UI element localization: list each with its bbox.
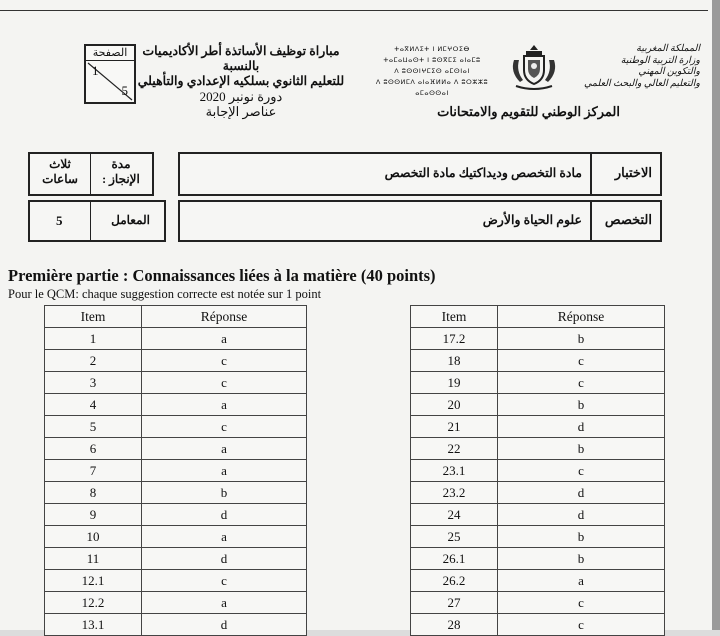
response-cell: b <box>498 438 665 460</box>
tifinagh-block <box>372 44 492 99</box>
response-cell: d <box>498 482 665 504</box>
item-cell: 13.1 <box>45 614 142 636</box>
response-cell: c <box>142 372 307 394</box>
page-label: الصفحة <box>86 46 134 61</box>
test-box <box>178 152 662 196</box>
coefficient-box <box>28 200 166 242</box>
item-cell: 12.1 <box>45 570 142 592</box>
table-row <box>411 438 665 460</box>
tifinagh-line4: ⴷ ⵓⵙⵙⵍⵎⴷ ⴰⵏⴰⴼⵍⵍⴰ ⴷ ⵓⵔⵣⵣⵓ ⴰⵎⴰⵙⵙⴰⵏ <box>375 78 489 97</box>
page-current: 1 <box>92 63 99 78</box>
response-cell: a <box>498 570 665 592</box>
column-header-response: Réponse <box>498 306 665 328</box>
test-value: مادة التخصص وديداكتيك مادة التخصص <box>384 166 582 180</box>
table-row <box>411 394 665 416</box>
duration-box <box>28 152 154 196</box>
table-row <box>45 438 307 460</box>
table-row <box>411 570 665 592</box>
item-cell: 26.2 <box>411 570 498 592</box>
answers-table-left <box>44 305 307 636</box>
table-header-row <box>411 306 665 328</box>
coefficient-value: 5 <box>56 213 63 228</box>
response-cell: b <box>498 328 665 350</box>
answer-elements-label: عناصر الإجابة <box>205 104 277 119</box>
table-row <box>45 548 307 570</box>
item-cell: 26.1 <box>411 548 498 570</box>
table-row <box>411 504 665 526</box>
response-cell: d <box>142 504 307 526</box>
specialty-label: التخصص <box>604 212 652 227</box>
item-cell: 5 <box>45 416 142 438</box>
response-cell: c <box>142 416 307 438</box>
item-cell: 2 <box>45 350 142 372</box>
tifinagh-line1: ⵜⴰⴳⵍⴷⵉⵜ ⵏ ⵍⵎⵖⵔⵉⴱ <box>394 45 470 53</box>
coat-of-arms-icon <box>508 42 560 92</box>
exam-session: دورة نونبر 2020 <box>199 89 283 104</box>
tifinagh-line2: ⵜⴰⵎⴰⵡⴰⵙⵜ ⵏ ⵓⵙⴳⵎⵉ ⴰⵏⴰⵎⵓ <box>383 56 481 64</box>
response-cell: c <box>142 570 307 592</box>
response-cell: d <box>498 504 665 526</box>
ministry-line4: والتعليم العالي والبحث العلمي <box>584 78 700 89</box>
ministry-line2: وزارة التربية الوطنية <box>620 55 700 66</box>
table-row <box>411 350 665 372</box>
table-row <box>45 592 307 614</box>
test-label: الاختبار <box>614 165 652 180</box>
table-row <box>45 526 307 548</box>
item-cell: 10 <box>45 526 142 548</box>
item-cell: 23.1 <box>411 460 498 482</box>
item-cell: 27 <box>411 592 498 614</box>
response-cell: b <box>498 548 665 570</box>
item-cell: 3 <box>45 372 142 394</box>
paper-edge <box>712 0 720 630</box>
response-cell: a <box>142 460 307 482</box>
item-cell: 9 <box>45 504 142 526</box>
response-cell: b <box>498 394 665 416</box>
item-cell: 23.2 <box>411 482 498 504</box>
specialty-box <box>178 200 662 242</box>
part-subtitle: Pour le QCM: chaque suggestion correcte est notée sur 1 point <box>8 287 322 301</box>
response-cell: b <box>142 482 307 504</box>
page-number-box <box>84 44 136 104</box>
table-row <box>45 328 307 350</box>
table-row <box>411 328 665 350</box>
response-cell: c <box>498 614 665 636</box>
ministry-line1: المملكة المغربية <box>636 44 700 54</box>
response-cell: d <box>142 548 307 570</box>
exam-title-block <box>136 44 346 119</box>
item-cell: 22 <box>411 438 498 460</box>
coefficient-label: المعامل <box>111 213 150 227</box>
item-cell: 12.2 <box>45 592 142 614</box>
response-cell: a <box>142 394 307 416</box>
ministry-line3: والتكوين المهني <box>638 67 700 77</box>
table-row <box>411 526 665 548</box>
item-cell: 17.2 <box>411 328 498 350</box>
ministry-block <box>570 44 700 90</box>
response-cell: c <box>498 592 665 614</box>
answers-table-right <box>410 305 665 636</box>
table-row <box>411 614 665 636</box>
table-row <box>45 416 307 438</box>
response-cell: c <box>142 350 307 372</box>
part-title: Première partie : Connaissances liées à la matière (40 points) <box>8 266 436 285</box>
item-cell: 4 <box>45 394 142 416</box>
table-row <box>411 548 665 570</box>
duration-value: ثلاث ساعات <box>42 157 78 186</box>
item-cell: 1 <box>45 328 142 350</box>
response-cell: c <box>498 350 665 372</box>
response-cell: b <box>498 526 665 548</box>
response-cell: c <box>498 460 665 482</box>
item-cell: 25 <box>411 526 498 548</box>
item-cell: 19 <box>411 372 498 394</box>
item-cell: 6 <box>45 438 142 460</box>
table-row <box>45 570 307 592</box>
specialty-value: علوم الحياة والأرض <box>482 213 582 227</box>
item-cell: 24 <box>411 504 498 526</box>
table-header-row <box>45 306 307 328</box>
item-cell: 20 <box>411 394 498 416</box>
table-row <box>45 394 307 416</box>
table-row <box>45 372 307 394</box>
response-cell: d <box>142 614 307 636</box>
item-cell: 11 <box>45 548 142 570</box>
tifinagh-line3: ⴷ ⵓⵙⵙⵏⵖⵎⵉⵙ ⴰⵎⵙⵏⴰⵏ <box>394 67 470 75</box>
table-row <box>411 372 665 394</box>
table-row <box>45 482 307 504</box>
item-cell: 21 <box>411 416 498 438</box>
table-row <box>45 460 307 482</box>
table-row <box>45 614 307 636</box>
table-row <box>411 416 665 438</box>
item-cell: 28 <box>411 614 498 636</box>
table-row <box>45 504 307 526</box>
column-header-item: Item <box>411 306 498 328</box>
response-cell: a <box>142 526 307 548</box>
response-cell: a <box>142 592 307 614</box>
exam-title-line2: للتعليم الثانوي بسلكيه الإعدادي والتأهيلي <box>137 74 345 88</box>
item-cell: 8 <box>45 482 142 504</box>
table-row <box>45 350 307 372</box>
table-row <box>411 460 665 482</box>
response-cell: a <box>142 328 307 350</box>
response-cell: a <box>142 438 307 460</box>
page-total: 5 <box>121 83 128 98</box>
column-header-item: Item <box>45 306 142 328</box>
top-rule <box>0 10 708 11</box>
table-row <box>411 592 665 614</box>
response-cell: d <box>498 416 665 438</box>
duration-label: مدة الإنجاز : <box>102 157 140 186</box>
table-row <box>411 482 665 504</box>
national-center-name: المركز الوطني للتقويم والامتحانات <box>437 104 620 119</box>
item-cell: 7 <box>45 460 142 482</box>
item-cell: 18 <box>411 350 498 372</box>
column-header-response: Réponse <box>142 306 307 328</box>
response-cell: c <box>498 372 665 394</box>
exam-title-line1: مباراة توظيف الأساتذة أطر الأكاديميات بالنسبة <box>142 44 340 73</box>
